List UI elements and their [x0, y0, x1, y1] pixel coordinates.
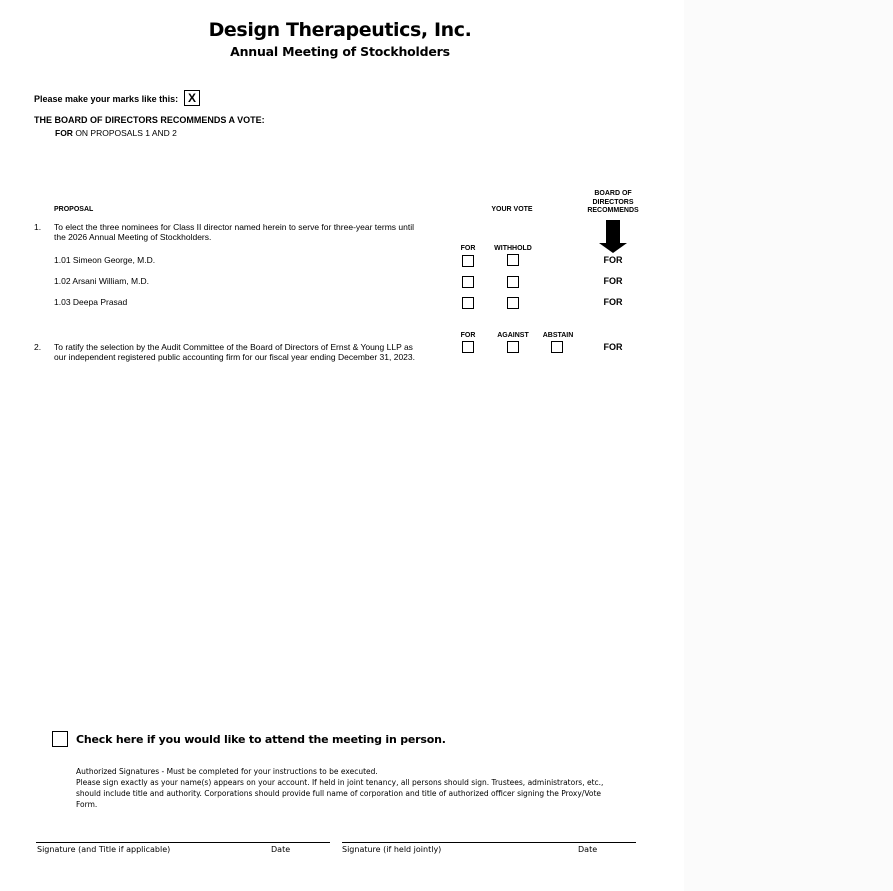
date-1-label: Date: [271, 845, 291, 854]
proposal-2-against-checkbox[interactable]: [507, 341, 519, 353]
proposal-2-text-line2: our independent registered public accounting firm for our fiscal year ending December 31, 2023.: [54, 352, 415, 362]
proposal-2-against-header: AGAINST: [497, 332, 529, 339]
nominee-3-withhold-checkbox[interactable]: [507, 297, 519, 309]
nominee-3-recommendation: FOR: [603, 297, 623, 307]
board-header-line1: BOARD OF: [594, 190, 632, 197]
attend-in-person-checkbox[interactable]: [52, 731, 68, 747]
nominee-3-for-checkbox[interactable]: [462, 297, 474, 309]
your-vote-column-header: YOUR VOTE: [491, 206, 533, 213]
date-2-label: Date: [578, 845, 598, 854]
nominee-1-label: 1.01 Simeon George, M.D.: [54, 255, 156, 265]
board-recommendation-heading: THE BOARD OF DIRECTORS RECOMMENDS A VOTE:: [34, 115, 265, 125]
authorization-line1: Authorized Signatures - Must be completed for your instructions to be executed.: [76, 767, 378, 776]
board-for-label: FOR: [55, 128, 73, 138]
nominee-3-label: 1.03 Deepa Prasad: [54, 297, 128, 307]
proposal-1-for-header: FOR: [460, 245, 476, 252]
proposal-2-abstain-header: ABSTAIN: [542, 332, 574, 339]
nominee-1-recommendation: FOR: [603, 255, 623, 265]
proposal-1-text: [54, 222, 414, 242]
proposal-2-number: 2.: [34, 342, 42, 352]
company-title: Design Therapeutics, Inc.: [208, 19, 472, 41]
proposal-column-header: PROPOSAL: [54, 206, 94, 213]
nominee-1-withhold-checkbox[interactable]: [507, 254, 519, 266]
authorization-text: [76, 766, 606, 810]
nominee-1-for-checkbox[interactable]: [462, 255, 474, 267]
board-recommends-column-header: [582, 190, 644, 216]
board-header-line2: DIRECTORS: [592, 198, 634, 206]
example-mark-box: X: [184, 90, 200, 106]
proposal-1-text-line1: To elect the three nominees for Class II director named herein to serve for three-year terms until: [54, 222, 414, 232]
signature-1-line[interactable]: [36, 842, 330, 843]
down-arrow-icon: [606, 220, 620, 243]
board-for-rest: ON PROPOSALS 1 AND 2: [72, 128, 177, 138]
nominee-2-for-checkbox[interactable]: [462, 276, 474, 288]
proposal-2-text: [54, 342, 415, 362]
proposal-2-recommendation: FOR: [603, 342, 623, 352]
proposal-1-text-line2: the 2026 Annual Meeting of Stockholders.: [54, 232, 212, 242]
proposal-2-for-header: FOR: [460, 332, 476, 339]
signature-1-label: Signature (and Title if applicable): [37, 845, 171, 854]
down-arrow-head-icon: [599, 243, 627, 253]
meeting-subtitle: Annual Meeting of Stockholders: [230, 44, 450, 59]
proposal-2-abstain-checkbox[interactable]: [551, 341, 563, 353]
attend-in-person-label: Check here if you would like to attend the meeting in person.: [76, 733, 446, 746]
authorization-line2: Please sign exactly as your name(s) appears on your account. If held in joint tenancy, all persons should sign. Trustees, administrators, etc., should include title and authority. Corporations should provide full name of corporation and title of authorized officer signing the Proxy/Vote Form.: [76, 778, 604, 809]
board-recommendation-summary: [55, 128, 177, 138]
proposal-1-withhold-header: WITHHOLD: [494, 245, 532, 252]
signature-2-line[interactable]: [342, 842, 636, 843]
board-header-line3: RECOMMENDS: [587, 207, 639, 214]
proposal-2-text-line1: To ratify the selection by the Audit Committee of the Board of Directors of Ernst & Young LLP as: [54, 342, 413, 352]
proposal-1-number: 1.: [34, 222, 42, 232]
signature-2-label: Signature (if held jointly): [342, 845, 442, 854]
viewer-background: [684, 0, 893, 891]
nominee-2-label: 1.02 Arsani William, M.D.: [54, 276, 149, 286]
nominee-2-withhold-checkbox[interactable]: [507, 276, 519, 288]
nominee-2-recommendation: FOR: [603, 276, 623, 286]
marks-instruction: Please make your marks like this:: [34, 94, 179, 104]
proposal-2-for-checkbox[interactable]: [462, 341, 474, 353]
